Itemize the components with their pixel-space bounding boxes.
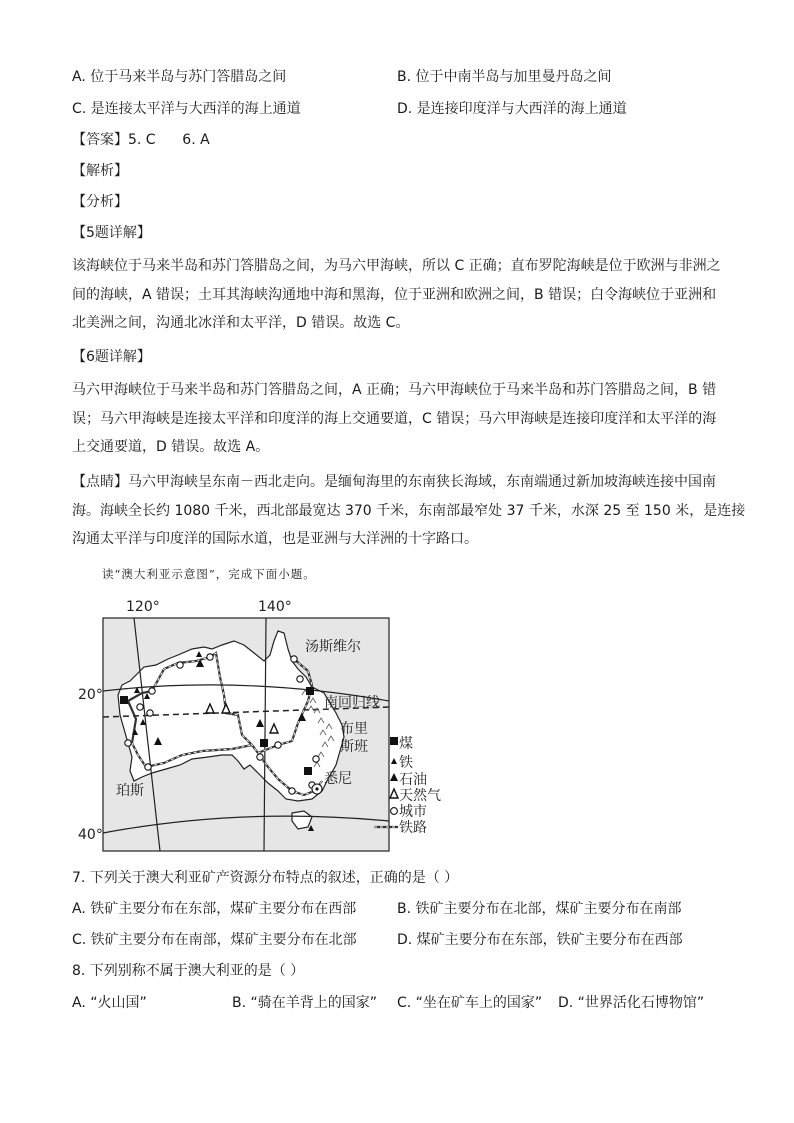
lat-40-label: 40° <box>78 827 103 843</box>
legend-coal-symbol <box>390 737 398 745</box>
city-mark <box>291 656 297 662</box>
q7-stem: 7. 下列关于澳大利亚矿产资源分布特点的叙述，正确的是（ ） <box>72 870 459 886</box>
city-mark <box>207 654 213 660</box>
analysis-heading: 【解析】 <box>72 163 128 179</box>
q7-option-c: C. 铁矿主要分布在南部，煤矿主要分布在北部 <box>72 932 357 948</box>
city-mark <box>275 742 281 748</box>
legend-city-label: 城市 <box>399 804 427 820</box>
q8-option-c: C. “坐在矿车上的国家” <box>397 995 543 1011</box>
q6-detail-line: 误；马六甲海峡是连接太平洋和印度洋的海上交通要道，C 错误；马六甲海峡是连接印度洋和太平洋的海 <box>72 410 717 427</box>
city-mark <box>257 754 263 760</box>
q8-option-b: B. “骑在羊背上的国家” <box>232 995 378 1011</box>
label-brisbane-2: 斯班 <box>340 739 368 755</box>
answer-value: 5. C 6. A <box>128 132 210 148</box>
label-tropic: 南回归线 <box>324 695 380 711</box>
option-a: A. 位于马来半岛与苏门答腊岛之间 <box>72 69 287 85</box>
legend-oil-label: 石油 <box>399 772 427 788</box>
city-mark <box>313 756 319 762</box>
q7-option-b: B. 铁矿主要分布在北部，煤矿主要分布在南部 <box>397 901 682 917</box>
coal-mark <box>120 696 128 704</box>
coal-mark <box>304 767 312 775</box>
q5-detail-body <box>72 252 722 338</box>
tip-body <box>72 468 746 554</box>
q5-detail-heading: 【5题详解】 <box>72 225 151 241</box>
legend-gas-symbol <box>390 789 398 798</box>
q6-detail-line: 上交通要道，D 错误。故选 A。 <box>72 439 270 455</box>
map-caption: 读“澳大利亚示意图”，完成下面小题。 <box>102 567 316 581</box>
q8-stem: 8. 下列别称不属于澳大利亚的是（ ） <box>72 963 305 979</box>
city-mark <box>289 788 295 794</box>
city-mark <box>297 676 303 682</box>
legend-gas-label: 天然气 <box>399 788 441 804</box>
q8-option-a: A. “火山国” <box>72 995 147 1011</box>
city-mark <box>125 740 131 746</box>
city-mark <box>149 688 155 694</box>
lon-120-label: 120° <box>126 599 160 615</box>
label-sydney: 悉尼 <box>324 771 352 787</box>
q6-detail-body <box>72 376 722 462</box>
legend-city-symbol <box>391 808 398 815</box>
australia-map <box>78 595 441 857</box>
legend-coal-label: 煤 <box>399 736 413 752</box>
option-c: C. 是连接太平洋与大西洋的海上通道 <box>72 101 301 117</box>
legend-iron-symbol <box>391 758 397 764</box>
lon-140-label: 140° <box>258 599 292 615</box>
q5-detail-line: 该海峡位于马来半岛和苏门答腊岛之间，为马六甲海峡，所以 C 正确；直布罗陀海峡是位于欧洲与非洲之 <box>72 258 721 274</box>
label-perth: 珀斯 <box>116 783 144 799</box>
tip-line: 海。海峡全长约 1080 千米，西北部最宽达 370 千米，东南部最窄处 37 千米，水深 25 至 150 米，是连接 <box>72 502 746 519</box>
option-d: D. 是连接印度洋与大西洋的海上通道 <box>397 101 627 117</box>
option-b: B. 位于中南半岛与加里曼丹岛之间 <box>397 69 612 85</box>
legend-iron-label: 铁 <box>399 755 413 771</box>
coal-mark <box>260 739 268 747</box>
tip-line: 沟通太平洋与印度洋的国际水道，也是亚洲与大洋洲的十字路口。 <box>72 531 478 547</box>
q5-detail-line: 间的海峡，A 错误；土耳其海峡沟通地中海和黑海，位于亚洲和欧洲之间，B 错误；白令海峡位于亚洲和 <box>72 286 717 303</box>
q5-detail-line: 北美洲之间，沟通北冰洋和太平洋，D 错误。故选 C。 <box>72 315 410 331</box>
q7-option-a: A. 铁矿主要分布在东部，煤矿主要分布在西部 <box>72 901 357 917</box>
q6-detail-line: 马六甲海峡位于马来半岛和苏门答腊岛之间，A 正确；马六甲海峡位于马来半岛和苏门答腊岛之间，B 错 <box>72 382 717 398</box>
coal-mark <box>306 687 314 695</box>
answer-label: 【答案】 <box>72 132 128 148</box>
city-mark <box>177 662 183 668</box>
city-mark <box>137 704 143 710</box>
answer-line <box>72 130 210 150</box>
city-mark <box>147 710 153 716</box>
q7-option-d: D. 煤矿主要分布在东部，铁矿主要分布在西部 <box>397 932 683 948</box>
label-townsville: 汤斯维尔 <box>305 639 361 655</box>
city-mark <box>145 764 151 770</box>
q8-option-d: D. “世界活化石博物馆” <box>558 995 705 1011</box>
legend-oil-symbol <box>390 773 398 781</box>
lat-20-label: 20° <box>78 687 103 703</box>
legend-rail-label: 铁路 <box>399 820 427 836</box>
label-brisbane-1: 布里 <box>340 721 368 737</box>
q6-detail-heading: 【6题详解】 <box>72 349 151 365</box>
fenxi-heading: 【分析】 <box>72 194 128 210</box>
tip-line: 【点睛】马六甲海峡呈东南－西北走向。是缅甸海里的东南狭长海域，东南端通过新加坡海峡连接中国南 <box>72 474 716 490</box>
